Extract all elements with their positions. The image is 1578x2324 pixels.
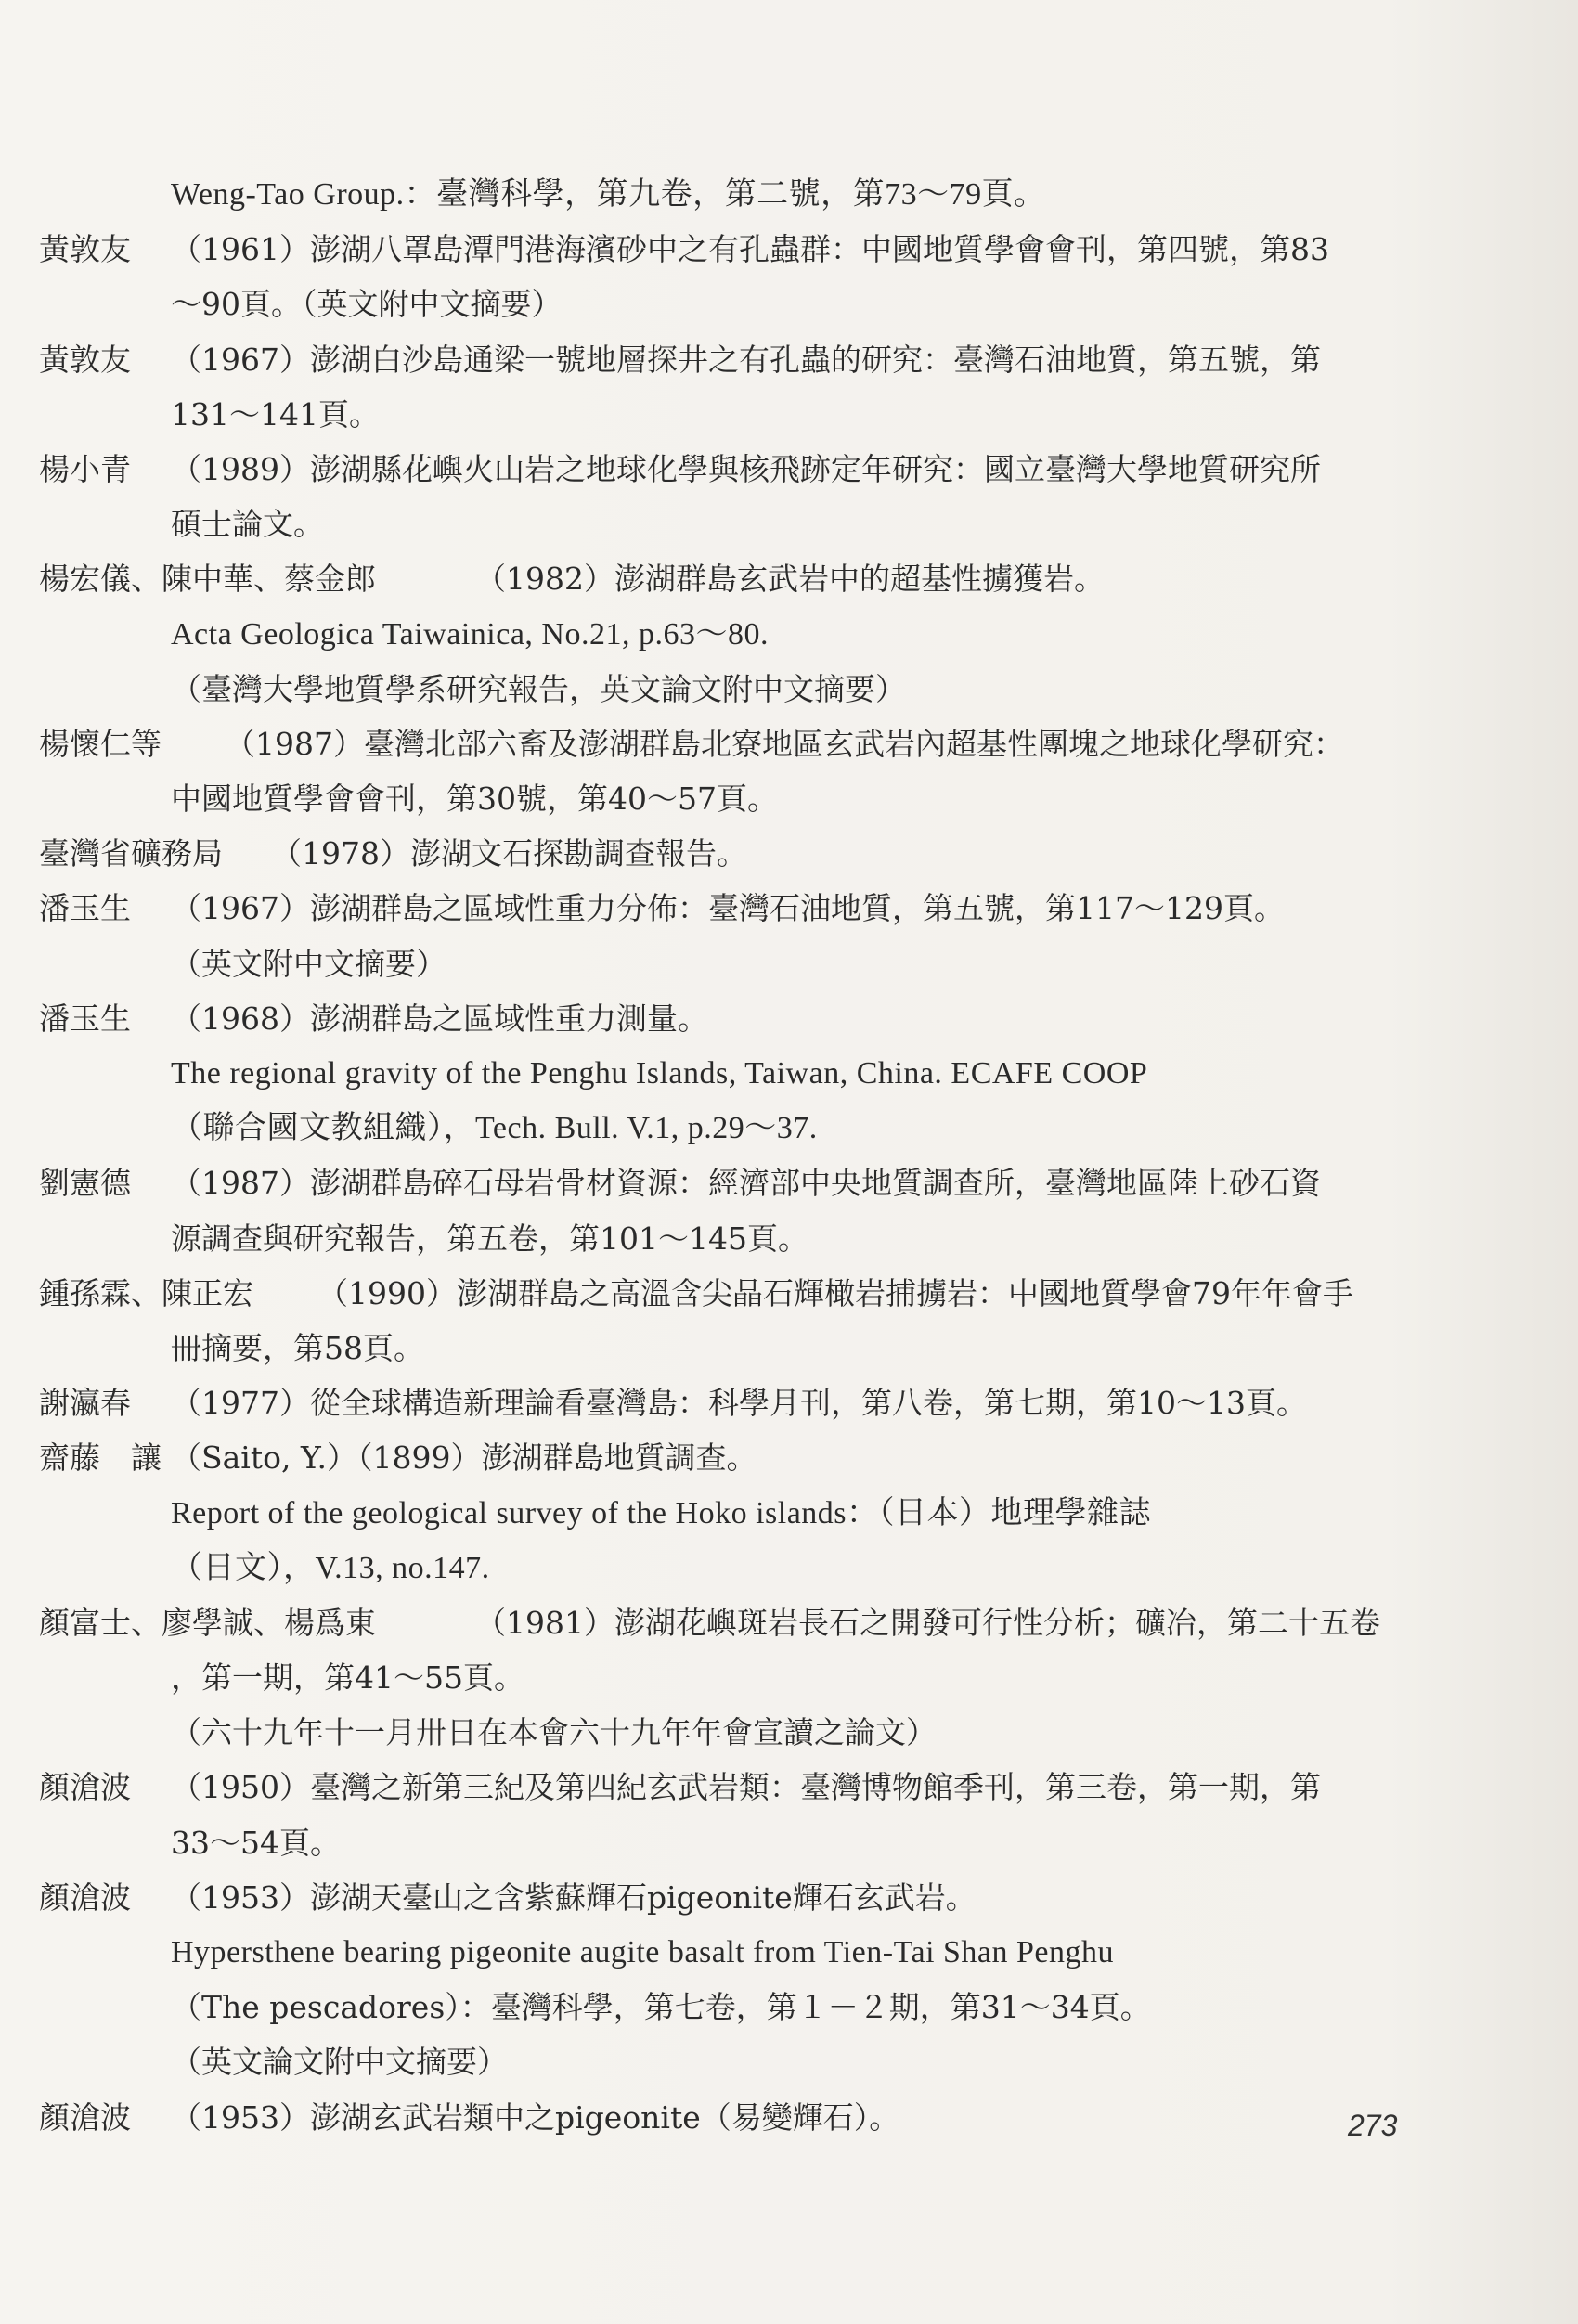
reference-text: （1950）臺灣之新第三紀及第四紀玄武岩類：臺灣博物館季刊，第三卷，第一期，第 <box>171 1769 1321 1806</box>
reference-text: ，第一期，第41～55頁。 <box>171 1659 524 1697</box>
reference-text: （Saito, Y.）（1899）澎湖群島地質調查。 <box>171 1440 757 1477</box>
reference-text: （1967）澎湖群島之區域性重力分佈：臺灣石油地質，第五號，第117～129頁。 <box>171 890 1285 927</box>
reference-list <box>39 167 1413 2145</box>
reference-text: （The pescadores）：臺灣科學，第七卷，第１－２期，第31～34頁。 <box>171 1989 1151 2026</box>
page-number: 273 <box>1348 2109 1398 2142</box>
reference-text: Weng-Tao Group.：臺灣科學，第九卷，第二號，第73～79頁。 <box>171 177 1046 212</box>
reference-author: 劉憲德 <box>39 1165 131 1202</box>
reference-text: （1987）澎湖群島碎石母岩骨材資源：經濟部中央地質調查所，臺灣地區陸上砂石資 <box>171 1165 1321 1202</box>
reference-author: 顏滄波 <box>39 1769 131 1806</box>
reference-author: 鍾孫霖、陳正宏 <box>39 1274 253 1311</box>
reference-text: The regional gravity of the Penghu Islands, Taiwan, China. ECAFE COOP <box>171 1056 1148 1091</box>
reference-line <box>39 1541 1413 1595</box>
reference-author: 楊小青 <box>39 450 131 487</box>
reference-text: （1977）從全球構造新理論看臺灣島：科學月刊，第八卷，第七期，第10～13頁。 <box>171 1385 1307 1422</box>
reference-author: 潘玉生 <box>39 890 131 927</box>
reference-author: 潘玉生 <box>39 1000 131 1037</box>
reference-author: 齋藤 讓 <box>39 1440 162 1477</box>
reference-line <box>39 1266 1413 1321</box>
reference-text: （1953）澎湖天臺山之含紫蘇輝石pigeonite輝石玄武岩。 <box>171 1879 977 1916</box>
reference-text: （日文），V.13, no.147. <box>171 1550 490 1585</box>
reference-line <box>39 387 1413 442</box>
reference-author: 顏滄波 <box>39 1879 131 1916</box>
reference-text: （1968）澎湖群島之區域性重力測量。 <box>171 1000 708 1037</box>
reference-text: 冊摘要，第58頁。 <box>171 1329 424 1366</box>
reference-line <box>39 1595 1413 1650</box>
reference-author: 楊懷仁等 <box>39 725 162 762</box>
reference-text: （1967）澎湖白沙島通梁一號地層探井之有孔蟲的研究：臺灣石油地質，第五號，第 <box>171 341 1321 378</box>
reference-line <box>39 991 1413 1046</box>
reference-line <box>39 1375 1413 1430</box>
reference-text: （聯合國文教組織），Tech. Bull. V.1, p.29～37. <box>171 1111 818 1146</box>
reference-line <box>39 167 1413 222</box>
reference-author: 謝瀛春 <box>39 1385 131 1422</box>
reference-text: （1981）澎湖花嶼斑岩長石之開發可行性分析；礦冶，第二十五卷 <box>475 1604 1380 1641</box>
reference-text: Hypersthene bearing pigeonite augite basalt from Tien-Tai Shan Penghu <box>171 1935 1115 1969</box>
reference-author: 黃敦友 <box>39 231 131 268</box>
reference-line <box>39 1486 1413 1541</box>
reference-line <box>39 551 1413 606</box>
reference-line <box>39 1760 1413 1814</box>
reference-line <box>39 1430 1413 1485</box>
reference-text: 131～141頁。 <box>171 395 380 433</box>
reference-text: （1982）澎湖群島玄武岩中的超基性擄獲岩。 <box>475 561 1105 598</box>
reference-line <box>39 881 1413 936</box>
reference-author: 臺灣省礦務局 <box>39 835 223 872</box>
reference-line <box>39 1870 1413 1925</box>
reference-author: 顏富士、廖學誠、楊爲東 <box>39 1604 376 1641</box>
reference-line <box>39 277 1413 331</box>
reference-author: 顏滄波 <box>39 2098 131 2136</box>
reference-line <box>39 662 1413 717</box>
reference-line <box>39 1156 1413 1210</box>
reference-text: 中國地質學會會刊，第30號，第40～57頁。 <box>171 781 778 818</box>
reference-text: （1961）澎湖八罩島潭門港海濱砂中之有孔蟲群：中國地質學會會刊，第四號，第83 <box>171 231 1329 268</box>
reference-line <box>39 497 1413 551</box>
reference-line <box>39 1925 1413 1980</box>
reference-line <box>39 1980 1413 2034</box>
reference-line <box>39 826 1413 881</box>
reference-author: 楊宏儀、陳中華、蔡金郎 <box>39 561 376 598</box>
reference-line <box>39 222 1413 277</box>
reference-line <box>39 2090 1413 2145</box>
reference-line <box>39 442 1413 497</box>
reference-text: （1987）臺灣北部六畜及澎湖群島北寮地區玄武岩內超基性團塊之地球化學研究： <box>225 725 1344 762</box>
reference-text: （英文附中文摘要） <box>171 945 446 982</box>
reference-line <box>39 332 1413 387</box>
reference-text: 源調查與研究報告，第五卷，第101～145頁。 <box>171 1220 808 1257</box>
reference-line <box>39 1815 1413 1870</box>
reference-line <box>39 717 1413 771</box>
reference-text: （1953）澎湖玄武岩類中之pigeonite（易變輝石）。 <box>171 2098 900 2136</box>
reference-line <box>39 936 1413 991</box>
reference-line <box>39 1705 1413 1760</box>
reference-author: 黃敦友 <box>39 341 131 378</box>
reference-text: 碩士論文。 <box>171 506 324 543</box>
reference-text: （1989）澎湖縣花嶼火山岩之地球化學與核飛跡定年研究：國立臺灣大學地質研究所 <box>171 450 1321 487</box>
reference-text: Acta Geologica Taiwainica, No.21, p.63～80. <box>171 616 769 652</box>
reference-text: （臺灣大學地質學系研究報告，英文論文附中文摘要） <box>171 670 906 707</box>
reference-text: （英文論文附中文摘要） <box>171 2044 508 2081</box>
reference-line <box>39 1321 1413 1375</box>
reference-text: （1978）澎湖文石探勘調查報告。 <box>271 835 747 872</box>
reference-text: Report of the geological survey of the Hoko islands：（日本）地理學雜誌 <box>171 1495 1152 1530</box>
reference-text: （六十九年十一月卅日在本會六十九年年會宣讀之論文） <box>171 1714 937 1751</box>
reference-text: ～90頁。（英文附中文摘要） <box>171 286 563 323</box>
reference-line <box>39 1211 1413 1266</box>
reference-line <box>39 607 1413 662</box>
reference-line <box>39 1101 1413 1156</box>
reference-line <box>39 771 1413 826</box>
reference-text: （1990）澎湖群島之高溫含尖晶石輝橄岩捕擄岩：中國地質學會79年年會手 <box>317 1274 1353 1311</box>
reference-line <box>39 2034 1413 2089</box>
reference-text: 33～54頁。 <box>171 1824 341 1861</box>
reference-line <box>39 1046 1413 1101</box>
reference-line <box>39 1650 1413 1705</box>
